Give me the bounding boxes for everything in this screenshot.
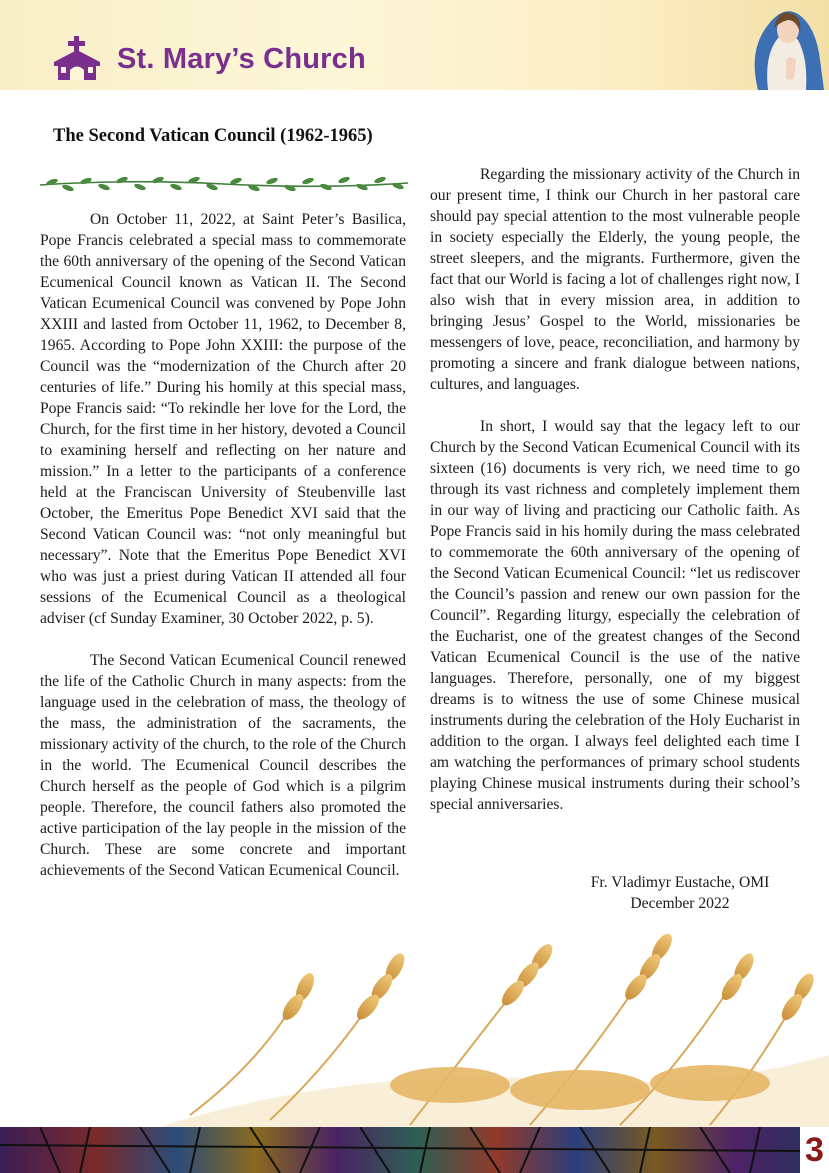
stained-glass-strip [0,1127,800,1173]
article-title: The Second Vatican Council (1962-1965) [53,126,373,146]
page-number: 3 [800,1127,829,1173]
author-name: Fr. Vladimyr Eustache, OMI [590,874,770,891]
church-name: St. Mary’s Church [117,43,366,75]
page-header [0,0,829,90]
church-cross-icon [52,36,102,80]
virgin-mary-statue [738,0,829,90]
right-column [430,164,800,815]
paragraph: The Second Vatican Ecumenical Council renewed the life of the Catholic Church in many aspects: from the language used in the celebration of mass, the theology of the mass, the administration of the sacraments, the missionary activity of the church, to the role of the Church in the world. The Ecumenical Council describes the Church herself as the people of God which is a pilgrim people. Therefore, the council fathers also promoted the active participation of the lay people in the mission of the Church. These are some concrete and important achievements of the Second Vatican Ecumenical Council. [40,652,406,879]
paragraph: In short, I would say that the legacy left to our Church by the Second Vatican Ecumenical Council with its sixteen (16) documents is very rich, we need time to go through its vast richness and completely implement them in our way of living and practicing our Catholic faith. As Pope Francis said in his homily during the mass celebrated to commemorate the 60th anniversary of the opening of the Second Vatican Ecumenical Council: “let us rediscover the Council’s passion and renew our own passion for the Council”. Regarding liturgy, especially the celebration of the Eucharist, one of the greatest changes of the Second Vatican Ecumenical Council is the use of the native languages. Therefore, personally, one of my biggest dreams is to witness the use of some Chinese musical instruments during the celebration of the Holy Eucharist in addition to the organ. I always feel delighted each time I am watching the performances of primary school students playing Chinese musical instruments during their school’s special anniversaries. [430,418,800,813]
left-column [40,209,406,881]
leaf-vine-ornament [38,172,410,196]
signature-date: December 2022 [630,895,730,912]
paragraph: On October 11, 2022, at Saint Peter’s Basilica, Pope Francis celebrated a special mass to commemorate the 60th anniversary of the opening of the Second Vatican Ecumenical Council known as Vatican II. The Second Vatican Ecumenical Council was convened by Pope John XXIII and lasted from October 11, 1962, to December 8, 1965. According to Pope John XXIII: the purpose of the Council was the “modernization of the Church after 20 centuries of life.” During his homily at this special mass, Pope Francis said: “To rekindle her love for the Lord, the Church, for the first time in her history, devoted a Council to examining herself and reflecting on her nature and mission.” In a letter to the participants of a conference held at the Franciscan University of Steubenville last October, the Emeritus Pope Benedict XVI said that the Second Vatican Council was: “not only meaningful but necessary”. Note that the Emeritus Pope Benedict XVI who was just a priest during Vatican II attended all four sessions of the Ecumenical Council as a theological adviser (cf Sunday Examiner, 30 October 2022, p. 5). [40,211,406,627]
wheat-decoration [150,915,829,1130]
signature-block [560,872,800,914]
paragraph: Regarding the missionary activity of the Church in our present time, I think our Church in her pastoral care should pay special attention to the most vulnerable people in society especially the Elderly, the young people, the street sleepers, and the migrants. Furthermore, given the fact that our World is facing a lot of challenges right now, I also wish that in every mission area, in addition to bringing Jesus’ Gospel to the World, missionaries be messengers of love, peace, reconciliation, and harmony by promoting a sincere and frank dialogue between nations, cultures, and languages. [430,166,800,393]
